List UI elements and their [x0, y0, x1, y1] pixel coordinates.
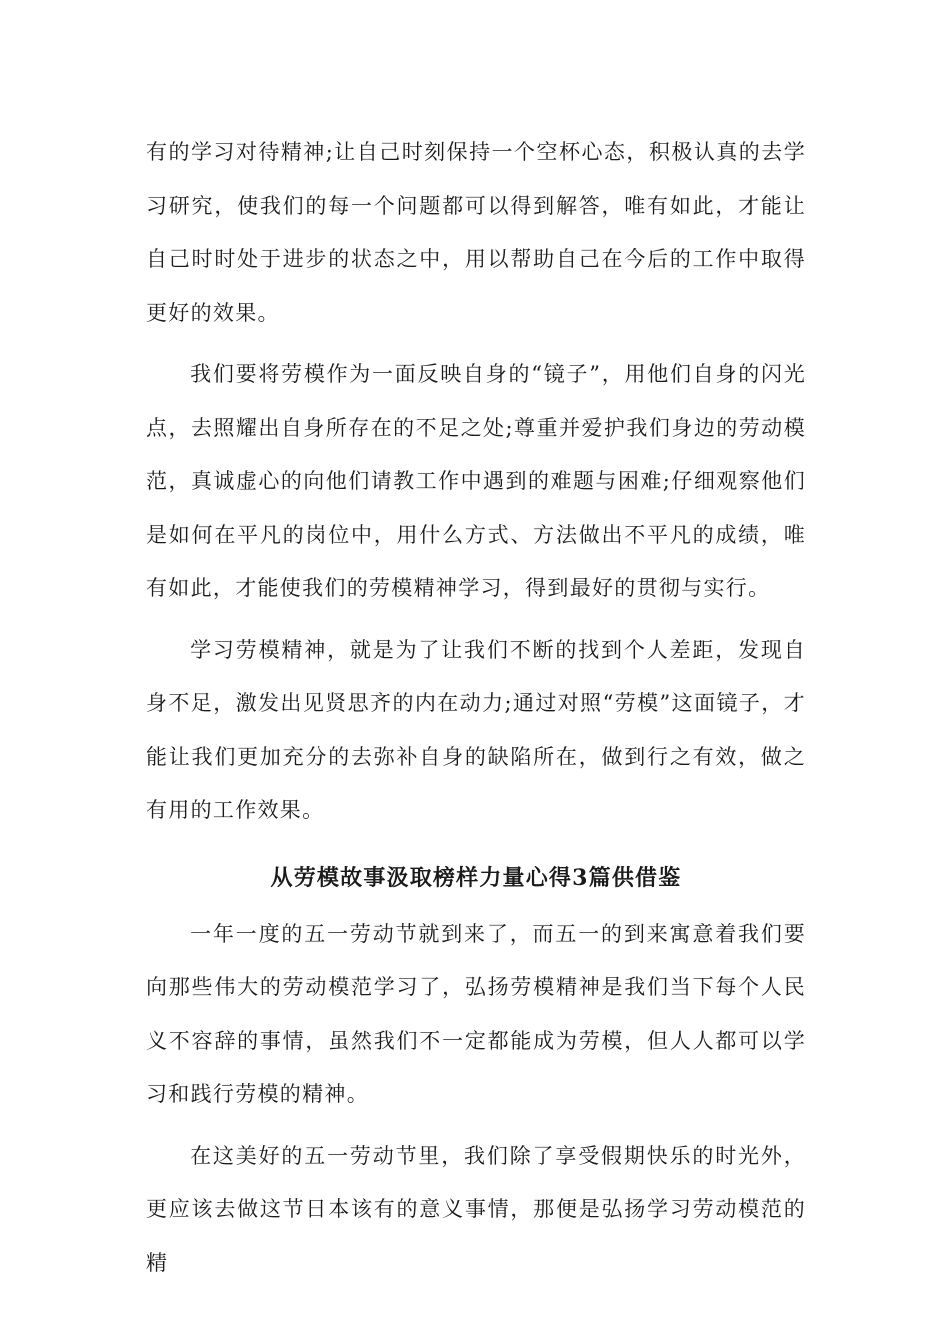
document-body [146, 126, 806, 1290]
paragraph-holiday: 在这美好的五一劳动节里，我们除了享受假期快乐的时光外，更应该去做这节日本该有的意义事情，那便是弘扬学习劳动模范的精 [146, 1143, 806, 1275]
paragraph-learning-spirit: 学习劳模精神，就是为了让我们不断的找到个人差距，发现自身不足，激发出见贤思齐的内在动力;通过对照“劳模”这面镜子，才能让我们更加充分的去弥补自身的缺陷所在，做到行之有效，做之有用的工作效果。 [146, 637, 806, 822]
section-heading: 从劳模故事汲取榜样力量心得3篇供借鉴 [270, 864, 682, 891]
paragraph-may-day: 一年一度的五一劳动节就到来了，而五一的到来寓意着我们要向那些伟大的劳动模范学习了，弘扬劳模精神是我们当下每个人民义不容辞的事情，虽然我们不一定都能成为劳模，但人人都可以学习和践行劳模的精神。 [146, 921, 806, 1106]
paragraph-continued: 有的学习对待精神;让自己时刻保持一个空杯心态，积极认真的去学习研究，使我们的每一个问题都可以得到解答，唯有如此，才能让自己时时处于进步的状态之中，用以帮助自己在今后的工作中取得更好的效果。 [146, 140, 806, 325]
paragraph-mirror: 我们要将劳模作为一面反映自身的“镜子”，用他们自身的闪光点，去照耀出自身所存在的不足之处;尊重并爱护我们身边的劳动模范，真诚虚心的向他们请教工作中遇到的难题与困难;仔细观察他们是如何在平凡的岗位中，用什么方式、方法做出不平凡的成绩，唯有如此，才能使我们的劳模精神学习，得到最好的贯彻与实行。 [146, 362, 806, 600]
